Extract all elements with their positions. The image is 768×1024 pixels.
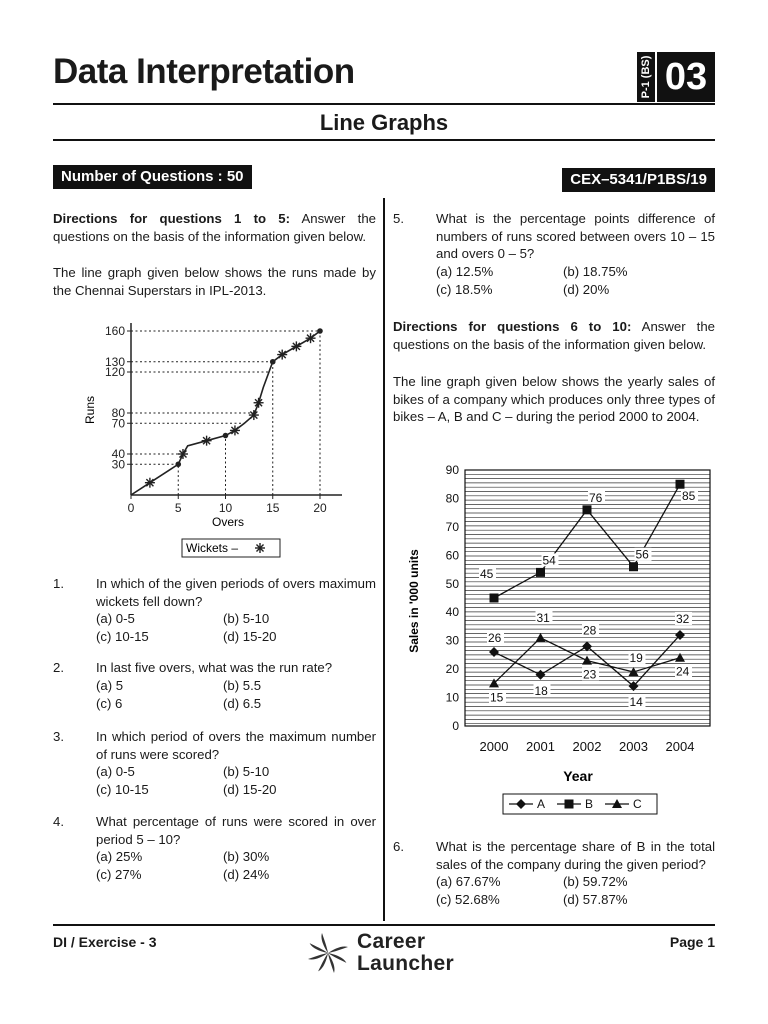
question-5-option-d: (d) 20%: [563, 282, 610, 297]
legend-label-a: A: [537, 797, 546, 811]
wicket-marker: [277, 350, 287, 360]
directions-6-10-text: Answer the questions on the basis of the information given below.: [393, 319, 716, 352]
series-b-data-label: 54: [542, 553, 556, 568]
question-2-option-c: (c) 6: [96, 696, 123, 711]
wicket-legend-star: [255, 543, 265, 553]
series-c-point: [582, 656, 592, 665]
runs-y-axis-label: Runs: [83, 395, 97, 425]
chapter-number: 03: [657, 52, 715, 102]
directions-1-5-text: Answer the questions on the basis of the information given below.: [53, 211, 376, 244]
series-b-line: [494, 484, 680, 598]
sales-x-tick-label: 2002: [572, 739, 602, 754]
legend-label-b: B: [585, 797, 594, 811]
series-c-data-label: 23: [583, 667, 597, 682]
runs-line-graph: [80, 315, 370, 563]
question-count-badge: Number of Questions : 50: [53, 165, 252, 189]
page-title: Data Interpretation: [53, 52, 355, 91]
wicket-marker: [230, 425, 240, 435]
question-6-option-d: (d) 57.87%: [563, 892, 628, 907]
intro-1-5: The line graph given below shows the runs made by the Chennai Superstars in IPL-2013.: [53, 265, 376, 298]
column-divider: [383, 198, 385, 921]
career-launcher-logo: [305, 930, 475, 976]
runs-y-tick-label: 70: [111, 416, 125, 431]
sales-x-axis-label: Year: [563, 768, 593, 784]
sales-y-tick-label: 40: [445, 605, 459, 620]
series-c-data-label: 15: [490, 690, 504, 705]
sales-y-tick-label: 20: [445, 662, 459, 677]
runs-x-tick-label: 0: [127, 501, 135, 515]
question-5-text: What is the percentage points difference of numbers of runs scored between overs 10 – 15 and overs 0 – 5?: [436, 211, 715, 261]
series-b-point: [490, 594, 499, 603]
runs-x-tick-label: 5: [174, 501, 182, 515]
series-b-data-label: 56: [635, 547, 649, 562]
series-c-point: [675, 653, 685, 662]
question-3: [53, 728, 376, 800]
question-4-option-d: (d) 24%: [223, 867, 270, 882]
question-2-option-b: (b) 5.5: [223, 678, 262, 693]
question-1-option-b: (b) 5-10: [223, 611, 270, 626]
header-rule-top: [53, 103, 715, 105]
question-6-option-c: (c) 52.68%: [436, 892, 500, 907]
directions-1-5-heading: Directions for questions 1 to 5:: [53, 211, 290, 226]
question-2-option-d: (d) 6.5: [223, 696, 262, 711]
question-6-text: What is the percentage share of B in the total sales of the company during the given period?: [436, 839, 715, 872]
sales-y-tick-label: 70: [445, 519, 459, 534]
runs-y-tick-label: 80: [111, 406, 125, 420]
runs-y-tick-label: 120: [104, 365, 125, 379]
directions-6-10: [393, 318, 715, 353]
runs-y-tick-label: 40: [111, 447, 125, 461]
question-6-option-b: (b) 59.72%: [563, 874, 628, 889]
bike-sales-line-graph: [395, 455, 715, 827]
question-3-option-d: (d) 15-20: [223, 782, 277, 797]
series-c-data-label: 19: [629, 650, 643, 665]
wicket-marker: [202, 436, 212, 446]
question-2-text: In last five overs, what was the run rate?: [96, 660, 333, 675]
question-6: [393, 838, 715, 910]
runs-y-tick-label: 160: [104, 324, 125, 338]
question-1-option-c: (c) 10-15: [96, 629, 149, 644]
question-4-option-b: (b) 30%: [223, 849, 270, 864]
series-a-data-label: 28: [583, 623, 597, 638]
wicket-marker: [254, 398, 264, 408]
logo-text-launcher: Launcher: [357, 952, 454, 975]
sales-x-tick-label: 2004: [665, 739, 695, 754]
question-1: [53, 575, 376, 647]
sales-legend: [503, 794, 657, 814]
header-rule-bottom: [53, 139, 715, 141]
question-5-option-c: (c) 18.5%: [436, 282, 493, 297]
intro-6-10: The line graph given below shows the yearly sales of bikes of a company which produces only three types of bikes – A, B and C – during the period 2000 to 2004.: [393, 374, 715, 424]
question-5: [393, 210, 715, 300]
runs-x-axis-label: Overs: [211, 515, 245, 529]
paper-tag: [637, 52, 655, 102]
series-c-data-label: 24: [676, 664, 690, 679]
wicket-marker: [178, 449, 188, 459]
question-4-text: What percentage of runs were scored in over period 5 – 10?: [96, 814, 376, 847]
runs-x-tick-label: 10: [218, 501, 233, 515]
wicket-marker: [249, 410, 259, 420]
question-5-option-a: (a) 12.5%: [436, 264, 494, 279]
legend-label-c: C: [633, 797, 642, 811]
series-a-data-label: 18: [534, 683, 548, 698]
question-1-number: 1.: [53, 576, 64, 591]
question-4-number: 4.: [53, 814, 64, 829]
wickets-legend-marker: [255, 543, 265, 553]
footer-rule: [53, 924, 715, 926]
wicket-marker: [306, 333, 316, 343]
sales-x-tick-label: 2001: [526, 739, 555, 754]
series-a-data-label: 26: [488, 631, 502, 646]
runs-point: [223, 433, 229, 439]
question-5-number: 5.: [393, 211, 404, 226]
wicket-marker: [291, 341, 301, 351]
footer-exercise-label: DI / Exercise - 3: [53, 934, 157, 950]
question-4-option-a: (a) 25%: [96, 849, 143, 864]
question-2-option-a: (a) 5: [96, 678, 124, 693]
directions-1-5: [53, 210, 376, 245]
question-3-option-a: (a) 0-5: [96, 764, 135, 779]
runs-x-tick-label: 15: [266, 501, 280, 515]
sales-x-tick-label: 2003: [619, 739, 648, 754]
sales-x-tick-label: 2000: [479, 739, 509, 754]
runs-point: [270, 359, 276, 365]
sales-y-tick-label: 50: [445, 576, 459, 591]
legend-marker-b: [565, 800, 574, 809]
series-c-data-label: 31: [536, 610, 550, 625]
runs-point: [175, 461, 181, 467]
wicket-marker: [145, 478, 155, 488]
question-3-option-c: (c) 10-15: [96, 782, 149, 797]
series-b-point: [583, 505, 592, 514]
logo-text-career: Career: [357, 930, 426, 953]
question-2-number: 2.: [53, 660, 64, 675]
question-1-option-a: (a) 0-5: [96, 611, 135, 626]
sales-y-tick-label: 60: [445, 548, 459, 563]
series-a-point: [536, 670, 546, 680]
series-a-point: [489, 647, 499, 657]
sales-y-tick-label: 90: [445, 463, 459, 477]
question-3-text: In which period of overs the maximum number of runs were scored?: [96, 729, 376, 762]
question-6-number: 6.: [393, 839, 404, 854]
series-b-point: [536, 568, 545, 577]
series-b-data-label: 85: [682, 489, 696, 504]
runs-point: [317, 328, 323, 334]
question-3-number: 3.: [53, 729, 64, 744]
question-6-option-a: (a) 67.67%: [436, 874, 501, 889]
runs-x-tick-label: 20: [313, 501, 327, 515]
series-a-data-label: 14: [629, 695, 643, 710]
series-a-data-label: 32: [676, 611, 690, 626]
series-b-data-label: 45: [480, 567, 494, 581]
question-3-option-b: (b) 5-10: [223, 764, 270, 779]
question-1-option-d: (d) 15-20: [223, 629, 277, 644]
question-4: [53, 813, 376, 885]
logo-swirl-icon: [305, 930, 351, 976]
question-2: [53, 659, 376, 715]
directions-6-10-heading: Directions for questions 6 to 10:: [393, 319, 632, 334]
runs-y-tick-label: 130: [104, 354, 125, 369]
sales-y-axis-label: Sales in '000 units: [407, 549, 421, 653]
question-1-text: In which of the given periods of overs maximum wickets fell down?: [96, 576, 376, 609]
series-b: [479, 480, 698, 603]
paper-code-badge: CEX–5341/P1BS/19: [562, 168, 715, 192]
footer-page-number: Page 1: [669, 934, 715, 950]
series-b-data-label: 76: [589, 490, 603, 505]
section-subtitle: Line Graphs: [319, 110, 449, 135]
wickets-legend-label: Wickets –: [186, 541, 239, 555]
sales-y-tick-label: 10: [445, 690, 459, 705]
paper-tag-label: P-1 (BS): [640, 55, 652, 99]
runs-y-tick-label: 30: [111, 457, 125, 472]
question-4-option-c: (c) 27%: [96, 867, 142, 882]
series-b-point: [629, 562, 638, 571]
sales-y-tick-label: 30: [445, 633, 459, 648]
series-c-point: [536, 633, 546, 642]
sales-y-tick-label: 80: [445, 491, 459, 506]
sales-y-tick-label: 0: [452, 719, 459, 733]
series-b-point: [676, 480, 685, 489]
question-5-option-b: (b) 18.75%: [563, 264, 628, 279]
